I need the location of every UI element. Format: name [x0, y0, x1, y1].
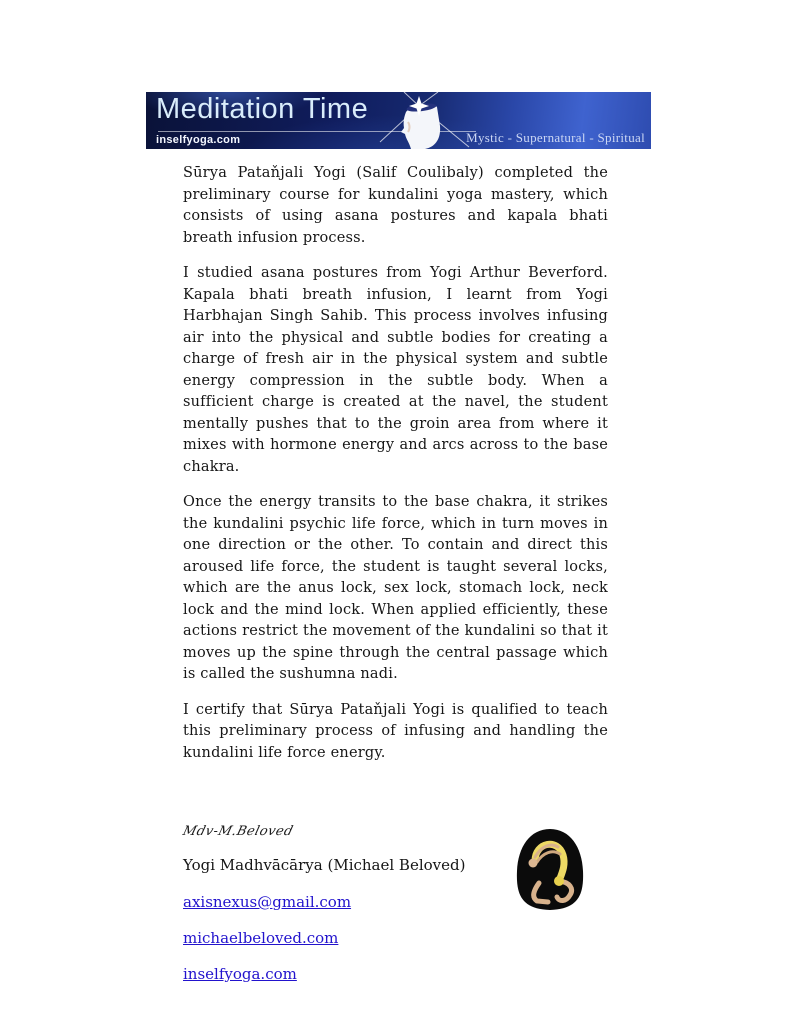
website-link-inselfyoga[interactable]: inselfyoga.com	[183, 965, 297, 983]
signature-name: Yogi Madhvācārya (Michael Beloved)	[183, 856, 466, 874]
banner-title: Meditation Time	[156, 93, 369, 125]
figure-head	[529, 859, 538, 868]
yoga-pose-image	[513, 827, 587, 913]
email-link[interactable]: axisnexus@gmail.com	[183, 893, 352, 911]
banner-tagline: Mystic - Supernatural - Spiritual	[466, 130, 645, 145]
paragraph: I studied asana postures from Yogi Arthur Beverford. Kapala bhati breath infusion, I learnt from Yogi Harbhajan Singh Sahib. This process involves infusing air into the physical and subtle bodies for creating a charge of fresh air in the physical system and subtle energy compression in the subtle body. When a sufficient charge is created at the navel, the student mentally pushes that to the groin area from where it mixes with hormone energy and arcs across to the base chakra.	[183, 265, 608, 475]
paragraph: I certify that Sūrya Pataňjali Yogi is qualified to teach this preliminary process of infusing and handling the kundalini life force energy.	[183, 701, 608, 761]
paragraph: Once the energy transits to the base chakra, it strikes the kundalini psychic life force, which in turn moves in one direction or the other. To contain and direct this aroused life force, the student is taught several locks, which are the anus lock, sex lock, stomach lock, neck lock and the mind lock. When applied efficiently, these actions restrict the movement of the kundalini so that it moves up the spine through the central passage which is called the sushumna nadi.	[183, 494, 608, 682]
meditation-head-icon	[378, 92, 470, 149]
signature-script: Mdv-M.Beloved	[181, 824, 295, 839]
banner-site-label: inselfyoga.com	[156, 134, 241, 146]
website-link-michaelbeloved[interactable]: michaelbeloved.com	[183, 929, 339, 947]
meditation-time-banner	[146, 92, 651, 149]
paragraph: Sūrya Pataňjali Yogi (Salif Coulibaly) completed the preliminary course for kundalini yoga mastery, which consists of using asana postures and kapala bhati breath infusion process.	[183, 165, 608, 246]
figure-hip	[554, 876, 564, 886]
